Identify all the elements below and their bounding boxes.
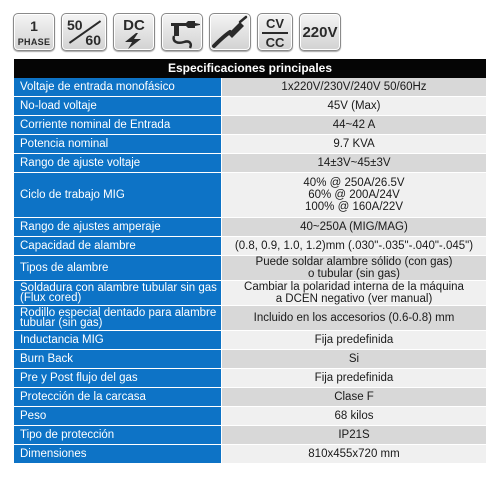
welding-gun-icon bbox=[209, 13, 251, 51]
spec-row bbox=[14, 173, 486, 218]
spec-value bbox=[222, 388, 486, 406]
spec-label: Protección de la carcasa bbox=[14, 388, 222, 406]
spec-label: Soldadura con alambre tubular sin gas (Flux cored) bbox=[14, 281, 222, 305]
spec-value-line: (0.8, 0.9, 1.0, 1.2)mm (.030"-.035"-.040"-.045") bbox=[234, 240, 474, 252]
spec-row bbox=[14, 218, 486, 237]
specs-title: Especificaciones principales bbox=[14, 59, 486, 78]
spec-value-line: Clase F bbox=[334, 391, 374, 403]
spec-label: Dimensiones bbox=[14, 445, 222, 463]
lightning-icon bbox=[119, 33, 149, 49]
spec-value-line: 100% @ 160A/22V bbox=[305, 201, 403, 213]
spec-value-line: Fija predefinida bbox=[314, 334, 394, 346]
spec-value bbox=[222, 173, 486, 217]
spec-row bbox=[14, 388, 486, 407]
spec-value-line: 9.7 KVA bbox=[333, 138, 375, 150]
spec-value-line: Si bbox=[348, 353, 360, 365]
spec-row bbox=[14, 256, 486, 281]
spec-label: Corriente nominal de Entrada bbox=[14, 116, 222, 134]
frequency-60: 60 bbox=[85, 32, 101, 48]
spec-value-line: 14±3V~45±3V bbox=[317, 157, 391, 169]
spec-value-line: a DCEN negativo (ver manual) bbox=[275, 293, 433, 305]
specs-table bbox=[14, 78, 486, 464]
spec-label: Rango de ajuste voltaje bbox=[14, 154, 222, 172]
spec-label: Tipos de alambre bbox=[14, 256, 222, 280]
phase-number: 1 bbox=[30, 18, 38, 34]
spec-value bbox=[222, 407, 486, 425]
cv-cc-icon bbox=[257, 13, 293, 51]
spec-value-line: 40~250A (MIG/MAG) bbox=[300, 221, 408, 233]
frequency-50: 50 bbox=[67, 17, 83, 33]
spec-label: Ciclo de trabajo MIG bbox=[14, 173, 222, 217]
spec-value-line: 44~42 A bbox=[332, 119, 376, 131]
spec-value bbox=[222, 306, 486, 330]
spec-row bbox=[14, 331, 486, 350]
spec-value bbox=[222, 350, 486, 368]
mig-torch-icon bbox=[161, 13, 203, 51]
spec-label: Tipo de protección bbox=[14, 426, 222, 444]
spec-label: Rango de ajustes amperaje bbox=[14, 218, 222, 236]
spec-label: Rodillo especial dentado para alambre tubular (sin gas) bbox=[14, 306, 222, 330]
single-phase-icon bbox=[13, 13, 55, 51]
spec-value bbox=[222, 154, 486, 172]
spec-row bbox=[14, 237, 486, 256]
spec-value bbox=[222, 78, 486, 96]
feature-icon-strip bbox=[13, 13, 487, 55]
spec-value bbox=[222, 426, 486, 444]
spec-value-line: Puede soldar alambre sólido (con gas) bbox=[255, 256, 453, 268]
spec-label: Peso bbox=[14, 407, 222, 425]
spec-value bbox=[222, 97, 486, 115]
phase-label: PHASE bbox=[17, 37, 51, 47]
spec-row bbox=[14, 369, 486, 388]
spec-value bbox=[222, 281, 486, 305]
spec-row bbox=[14, 281, 486, 306]
spec-value bbox=[222, 135, 486, 153]
spec-label: No-load voltaje bbox=[14, 97, 222, 115]
spec-row bbox=[14, 78, 486, 97]
cc-label: CC bbox=[265, 35, 285, 50]
dc-current-icon bbox=[113, 13, 155, 51]
spec-row bbox=[14, 407, 486, 426]
spec-value bbox=[222, 445, 486, 463]
spec-value-line: Fija predefinida bbox=[314, 372, 394, 384]
spec-row bbox=[14, 426, 486, 445]
spec-value bbox=[222, 218, 486, 236]
cv-label: CV bbox=[265, 16, 285, 31]
spec-value bbox=[222, 237, 486, 255]
spec-value-line: 810x455x720 mm bbox=[308, 448, 400, 460]
spec-row bbox=[14, 350, 486, 369]
spec-value-line: Cambiar la polaridad interna de la máquina bbox=[244, 281, 464, 293]
spec-label: Burn Back bbox=[14, 350, 222, 368]
spec-value bbox=[222, 369, 486, 387]
spec-value bbox=[222, 331, 486, 349]
spec-row bbox=[14, 154, 486, 173]
spec-value-line: 68 kilos bbox=[334, 410, 374, 422]
spec-row bbox=[14, 97, 486, 116]
spec-value bbox=[222, 256, 486, 280]
spec-value-line: 45V (Max) bbox=[327, 100, 381, 112]
voltage-icon: 220V bbox=[299, 13, 341, 51]
spec-label: Potencia nominal bbox=[14, 135, 222, 153]
spec-value bbox=[222, 116, 486, 134]
spec-value-line: 60% @ 200A/24V bbox=[308, 189, 400, 201]
dc-label: DC bbox=[123, 17, 145, 34]
spec-row bbox=[14, 306, 486, 331]
frequency-icon bbox=[61, 13, 107, 51]
spec-value-line: o tubular (sin gas) bbox=[307, 268, 401, 280]
spec-value-line: 1x220V/230V/240V 50/60Hz bbox=[281, 81, 427, 93]
spec-row bbox=[14, 135, 486, 154]
spec-label: Pre y Post flujo del gas bbox=[14, 369, 222, 387]
spec-label: Capacidad de alambre bbox=[14, 237, 222, 255]
spec-value-line: 40% @ 250A/26.5V bbox=[303, 177, 405, 189]
spec-row bbox=[14, 445, 486, 464]
spec-value-line: Incluido en los accesorios (0.6-0.8) mm bbox=[253, 312, 455, 324]
spec-label: Inductancia MIG bbox=[14, 331, 222, 349]
spec-row bbox=[14, 116, 486, 135]
spec-value-line: IP21S bbox=[338, 429, 370, 441]
spec-label: Voltaje de entrada monofásico bbox=[14, 78, 222, 96]
